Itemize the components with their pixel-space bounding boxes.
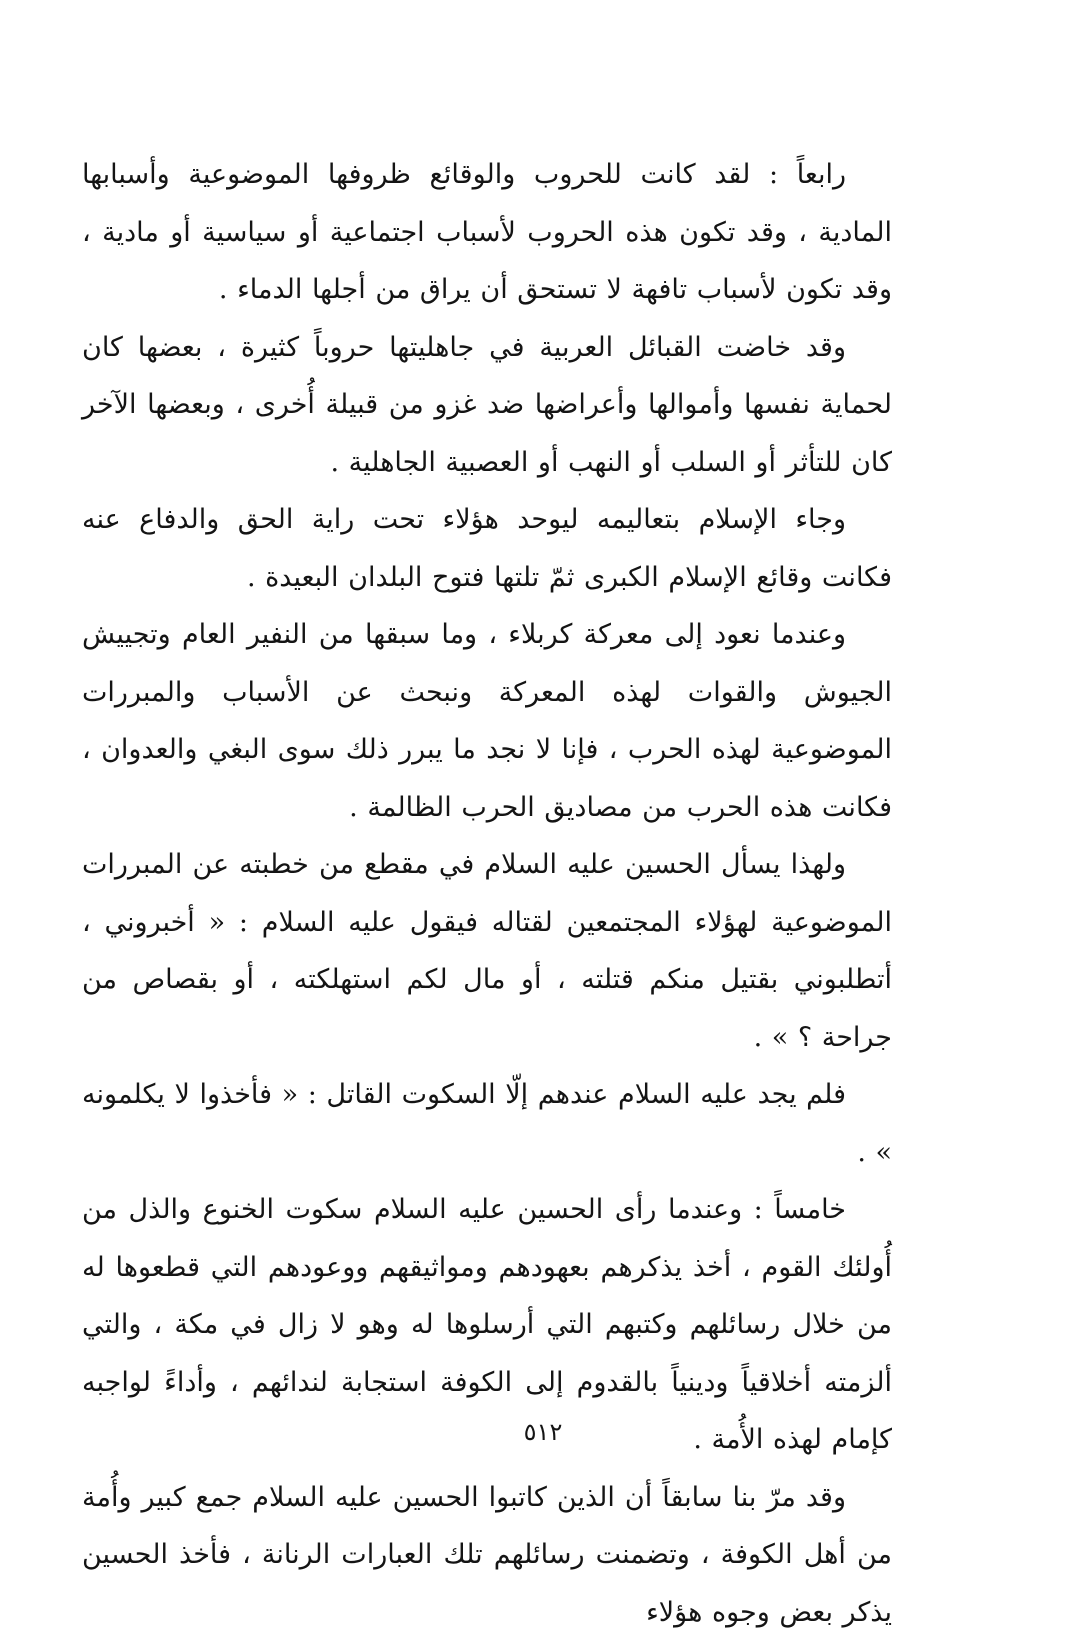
paragraph-8: وقد مرّ بنا سابقاً أن الذين كاتبوا الحسين عليه السلام جمع كبير وأُمة من أهل الكوفة ، وتضمنت رسائلهم تلك العبارات الرنانة ، فأخذ الحسين يذكر بعض وجوه هؤلاء xyxy=(82,1469,892,1641)
paragraph-1: رابعاً : لقد كانت للحروب والوقائع ظروفها الموضوعية وأسبابها المادية ، وقد تكون هذه الحروب لأسباب اجتماعية أو سياسية أو مادية ، وقد تكون لأسباب تافهة لا تستحق أن يراق من أجلها الدماء . xyxy=(82,146,892,319)
page-number: ٥١٢ xyxy=(0,1418,1086,1446)
paragraph-7: خامساً : وعندما رأى الحسين عليه السلام سكوت الخنوع والذل من أُولئك القوم ، أخذ يذكرهم بعهودهم ومواثيقهم ووعودهم التي قطعوها له من خلال رسائلهم وكتبهم التي أرسلوها له وهو لا زال في مكة ، والتي ألزمته أخلاقياً ودينياً بالقدوم إلى الكوفة استجابة لندائهم ، وأداءً لواجبه كإمام لهذه الأُمة . xyxy=(82,1181,892,1469)
body-text xyxy=(82,146,892,1641)
paragraph-4: وعندما نعود إلى معركة كربلاء ، وما سبقها من النفير العام وتجييش الجيوش والقوات لهذه المعركة ونبحث عن الأسباب والمبررات الموضوعية لهذه الحرب ، فإنا لا نجد ما يبرر ذلك سوى البغي والعدوان ، فكانت هذه الحرب من مصاديق الحرب الظالمة . xyxy=(82,606,892,836)
paragraph-5: ولهذا يسأل الحسين عليه السلام في مقطع من خطبته عن المبررات الموضوعية لهؤلاء المجتمعين لقتاله فيقول عليه السلام : « أخبروني ، أتطلبوني بقتيل منكم قتلته ، أو مال لكم استهلكته ، أو بقصاص من جراحة ؟ » . xyxy=(82,836,892,1066)
paragraph-6: فلم يجد عليه السلام عندهم إلّا السكوت القاتل : « فأخذوا لا يكلمونه » . xyxy=(82,1066,892,1181)
paragraph-3: وجاء الإسلام بتعاليمه ليوحد هؤلاء تحت راية الحق والدفاع عنه فكانت وقائع الإسلام الكبرى ثمّ تلتها فتوح البلدان البعيدة . xyxy=(82,491,892,606)
paragraph-2: وقد خاضت القبائل العربية في جاهليتها حروباً كثيرة ، بعضها كان لحماية نفسها وأموالها وأعراضها ضد غزو من قبيلة أُخرى ، وبعضها الآخر كان للتأثر أو السلب أو النهب أو العصبية الجاهلية . xyxy=(82,319,892,492)
